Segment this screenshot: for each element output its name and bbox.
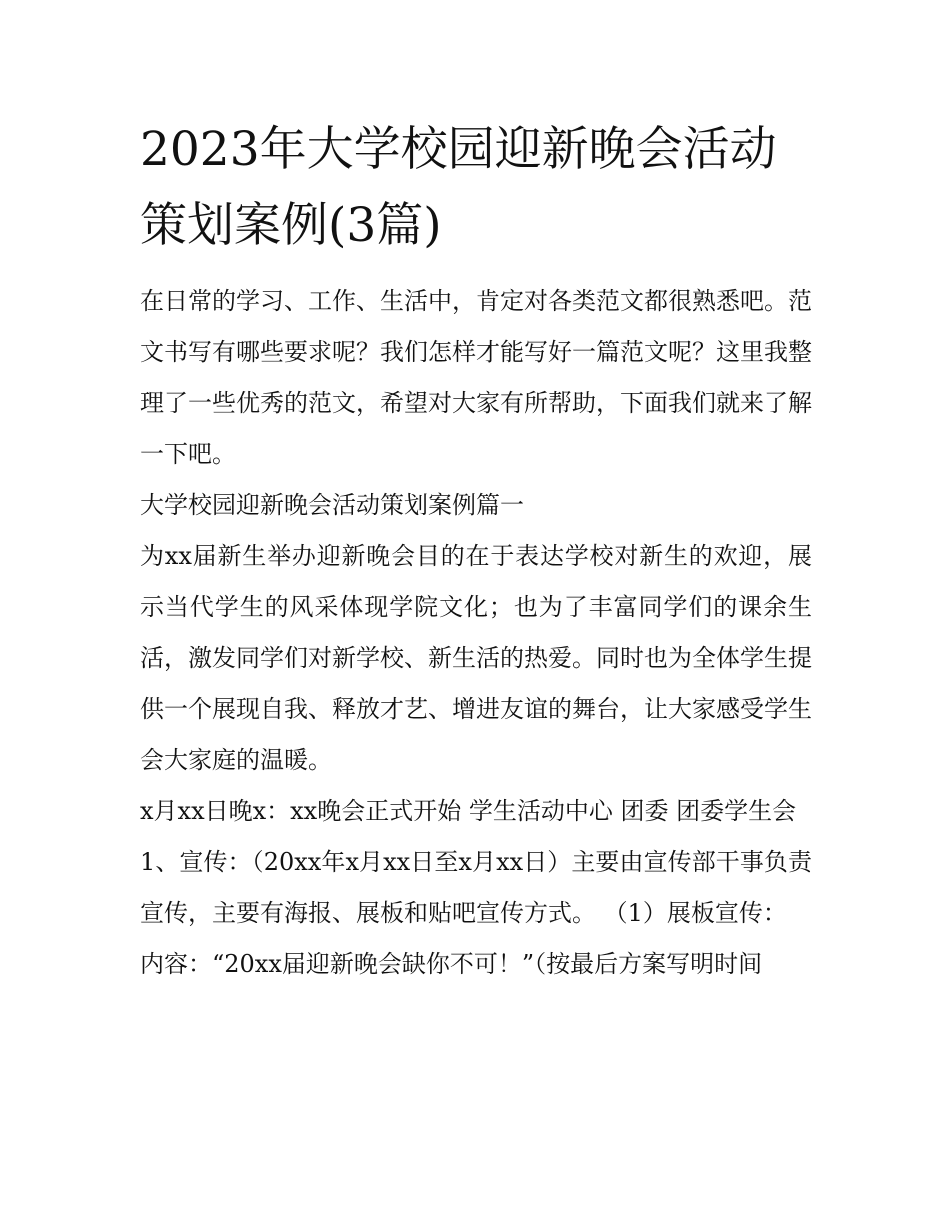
section-heading: 大学校园迎新晚会活动策划案例篇一	[140, 491, 524, 519]
publicity-paragraph: 1、宣传：（20xx年x月xx日至x月xx日）主要由宣传部干事负责宣传，主要有海报、展板和贴吧宣传方式。 （1）展板宣传：	[140, 848, 812, 927]
schedule-paragraph: x月xx日晚x：xx晚会正式开始 学生活动中心 团委 团委学生会	[140, 797, 797, 825]
purpose-paragraph: 为xx届新生举办迎新晚会目的在于表达学校对新生的欢迎，展示当代学生的风采体现学院文化；也为了丰富同学们的课余生活，激发同学们对新学校、新生活的热爱。同时也为全体学生提供一个展现自我、释放才艺、增进友谊的舞台，让大家感受学生会大家庭的温暖。	[140, 542, 812, 774]
document-body	[140, 112, 812, 990]
document-title: 2023年大学校园迎新晚会活动策划案例(3篇)	[140, 122, 777, 253]
intro-paragraph: 在日常的学习、工作、生活中，肯定对各类范文都很熟悉吧。范文书写有哪些要求呢？我们怎样才能写好一篇范文呢？这里我整理了一些优秀的范文，希望对大家有所帮助，下面我们就来了解一下吧。	[140, 287, 812, 468]
content-paragraph: 内容：“20xx届迎新晚会缺你不可！”（按最后方案写明时间	[140, 950, 763, 978]
